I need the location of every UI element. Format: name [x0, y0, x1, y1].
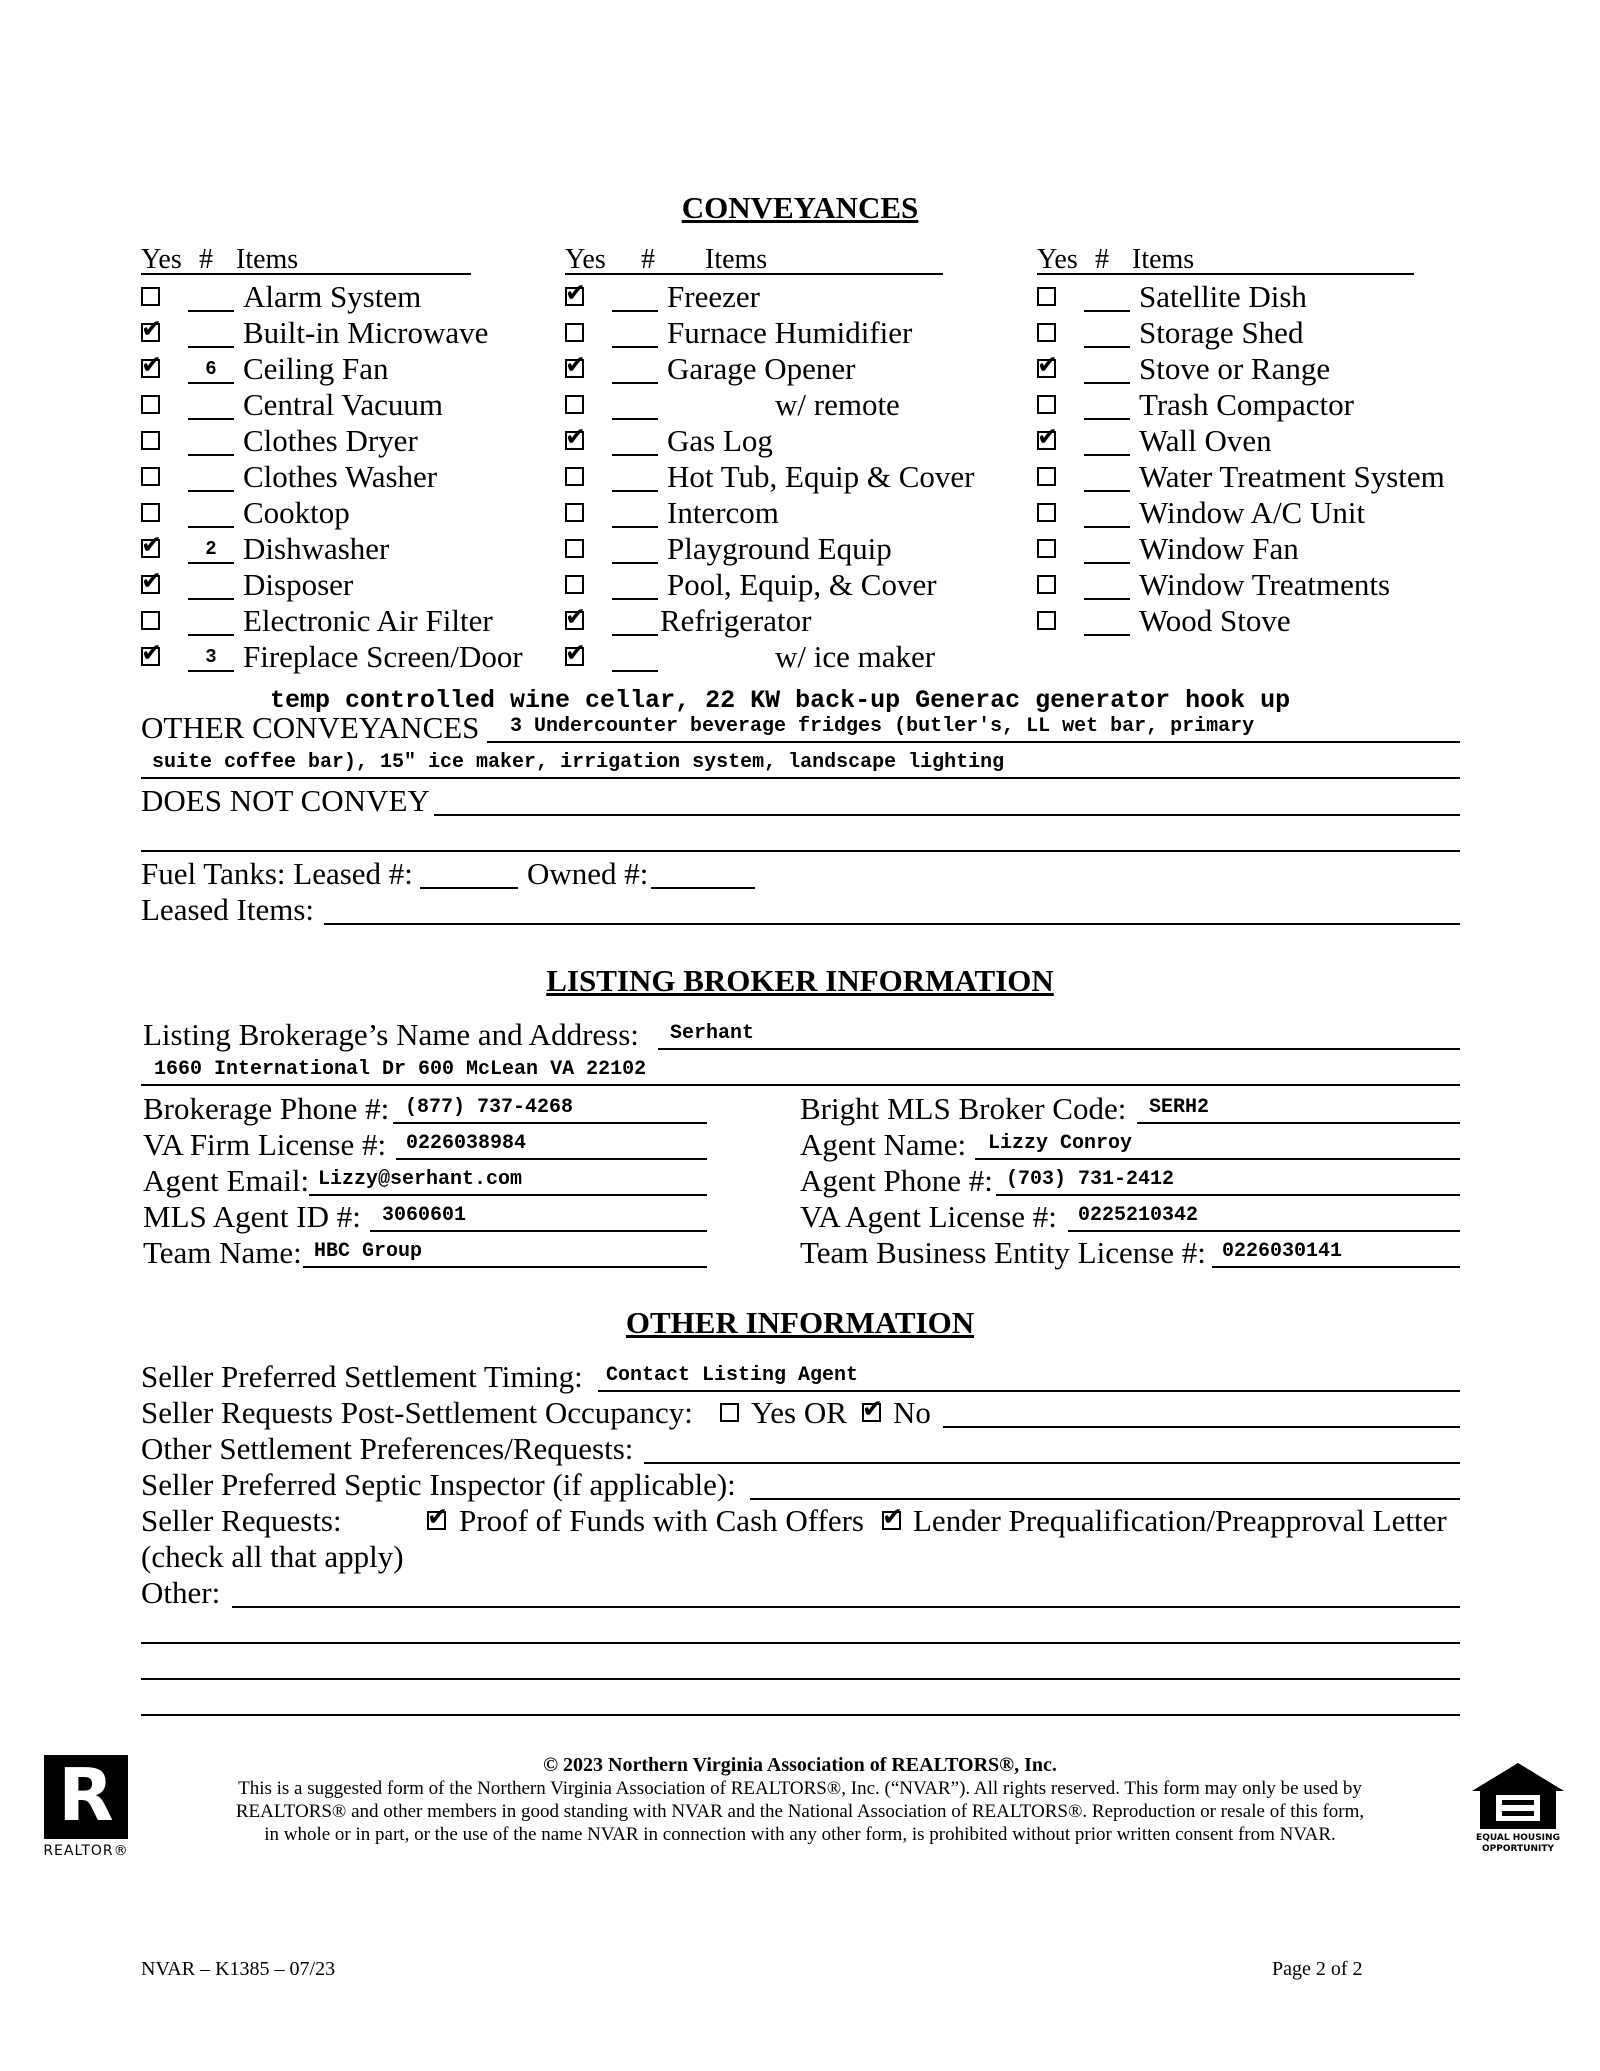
quantity-blank[interactable] — [1084, 346, 1130, 348]
firm-license-value: 0226038984 — [406, 1132, 527, 1155]
quantity-blank[interactable] — [612, 634, 658, 636]
conveyance-label: Cooktop — [243, 495, 350, 530]
conveyance-checkbox[interactable] — [141, 467, 160, 486]
quantity-blank[interactable] — [188, 562, 234, 564]
footer-line-2: REALTORS® and other members in good standing with NVAR and the National Association of REALTORS®. Reproduction or resale of this form, — [235, 1801, 1365, 1822]
conveyance-checkbox[interactable] — [1037, 575, 1056, 594]
quantity-blank[interactable] — [1084, 634, 1130, 636]
conveyance-checkbox[interactable] — [565, 638, 586, 667]
conveyance-label: Intercom — [667, 495, 779, 530]
footer-line-3: in whole or in part, or the use of the name NVAR in connection with any other form, is prohibited without prior written consent from NVAR. — [264, 1824, 1336, 1845]
checkmark-icon: ✔ — [565, 638, 586, 667]
does-not-convey-label: DOES NOT CONVEY — [141, 783, 430, 818]
conveyance-checkbox[interactable] — [141, 395, 160, 414]
septic-inspector-line[interactable] — [750, 1498, 1460, 1500]
checkmark-icon: ✔ — [141, 350, 162, 379]
does-not-convey-line-2[interactable] — [141, 850, 1460, 852]
quantity-blank[interactable] — [188, 526, 234, 528]
team-name-label: Team Name: — [143, 1235, 302, 1270]
agent-name-label: Agent Name: — [800, 1127, 967, 1162]
checkmark-icon: ✔ — [882, 1502, 903, 1531]
bright-mls-code-line[interactable] — [1137, 1122, 1460, 1124]
quantity-blank[interactable] — [612, 454, 658, 456]
conveyance-checkbox[interactable] — [1037, 611, 1056, 630]
conveyance-checkbox[interactable] — [565, 350, 586, 379]
header-underline — [141, 273, 471, 275]
conveyance-label: w/ ice maker — [775, 639, 936, 674]
conveyance-label: Water Treatment System — [1139, 459, 1445, 494]
other-settlement-label: Other Settlement Preferences/Requests: — [141, 1431, 634, 1466]
quantity-blank[interactable] — [612, 310, 658, 312]
occupancy-yes-label: Yes OR — [751, 1395, 847, 1430]
brokerage-address-line[interactable] — [141, 1084, 1460, 1086]
firm-license-line[interactable] — [396, 1158, 707, 1160]
brokerage-name-value: Serhant — [670, 1022, 755, 1045]
quantity-blank[interactable] — [188, 382, 234, 384]
conveyance-label: Hot Tub, Equip & Cover — [667, 459, 975, 494]
quantity-blank[interactable] — [1084, 490, 1130, 492]
checkmark-icon: ✔ — [141, 566, 162, 595]
header-number: # — [641, 244, 655, 275]
other-line-2[interactable] — [141, 1642, 1460, 1644]
equal-housing-text-2: OPPORTUNITY — [1481, 1844, 1554, 1854]
header-yes: Yes — [565, 244, 606, 275]
other-conveyances-label: OTHER CONVEYANCES — [141, 710, 480, 745]
occupancy-no-label: No — [893, 1395, 931, 1430]
quantity-blank[interactable] — [188, 634, 234, 636]
other-line-3[interactable] — [141, 1678, 1460, 1680]
quantity-blank[interactable] — [612, 670, 658, 672]
bright-mls-code-value: SERH2 — [1149, 1096, 1210, 1119]
conveyance-label: Refrigerator — [660, 603, 812, 638]
conveyance-label: Pool, Equip, & Cover — [667, 567, 937, 602]
conveyance-label: Window A/C Unit — [1139, 495, 1366, 530]
agent-name-line[interactable] — [975, 1158, 1460, 1160]
quantity-blank[interactable] — [612, 418, 658, 420]
equal-housing-house-icon — [1470, 1761, 1566, 1831]
quantity-blank[interactable] — [1084, 562, 1130, 564]
conveyance-label: Electronic Air Filter — [243, 603, 493, 638]
conveyance-label: Satellite Dish — [1139, 279, 1307, 314]
quantity-blank[interactable] — [1084, 454, 1130, 456]
conveyance-checkbox[interactable] — [565, 467, 584, 486]
conveyance-checkbox[interactable] — [1037, 503, 1056, 522]
quantity-blank[interactable] — [188, 598, 234, 600]
conveyance-checkbox[interactable] — [1037, 287, 1056, 306]
quantity-blank[interactable] — [612, 526, 658, 528]
bright-mls-code-label: Bright MLS Broker Code: — [800, 1091, 1127, 1126]
quantity-blank[interactable] — [612, 346, 658, 348]
quantity-value: 3 — [205, 646, 217, 668]
checkmark-icon: ✔ — [565, 602, 586, 631]
agent-phone-line[interactable] — [996, 1194, 1460, 1196]
quantity-blank[interactable] — [1084, 382, 1130, 384]
quantity-value: 2 — [205, 538, 217, 560]
header-underline — [565, 273, 943, 275]
agent-email-value: Lizzy@serhant.com — [318, 1168, 523, 1191]
conveyance-checkbox[interactable] — [565, 422, 586, 451]
quantity-blank[interactable] — [1084, 418, 1130, 420]
agent-phone-label: Agent Phone #: — [800, 1163, 993, 1198]
other-settlement-line[interactable] — [644, 1462, 1460, 1464]
conveyance-checkbox[interactable] — [141, 566, 162, 595]
conveyance-label: Wall Oven — [1139, 423, 1272, 458]
quantity-blank[interactable] — [612, 598, 658, 600]
quantity-blank[interactable] — [612, 562, 658, 564]
settlement-timing-value: Contact Listing Agent — [606, 1364, 859, 1387]
team-entity-license-label: Team Business Entity License #: — [800, 1235, 1206, 1270]
checkmark-icon: ✔ — [141, 314, 162, 343]
lender-letter-checkbox[interactable] — [882, 1502, 903, 1531]
conveyances-title: CONVEYANCES — [681, 190, 919, 225]
header-number: # — [199, 244, 213, 275]
other-label: Other: — [141, 1575, 221, 1610]
other-conveyances-fill-line1: 3 Undercounter beverage fridges (butler's, LL wet bar, primary — [510, 715, 1255, 738]
other-line-1[interactable] — [232, 1606, 1460, 1608]
fuel-leased-line[interactable] — [420, 887, 518, 889]
mls-agent-id-label: MLS Agent ID #: — [143, 1199, 361, 1234]
realtor-r-icon: R — [58, 1753, 114, 1837]
team-entity-license-value: 0226030141 — [1222, 1240, 1343, 1263]
agent-license-value: 0225210342 — [1078, 1204, 1199, 1227]
conveyance-checkbox[interactable] — [141, 530, 162, 559]
fuel-owned-line[interactable] — [651, 887, 755, 889]
header-yes: Yes — [141, 244, 182, 275]
header-yes: Yes — [1037, 244, 1078, 275]
quantity-blank[interactable] — [612, 490, 658, 492]
conveyance-checkbox[interactable] — [565, 323, 584, 342]
other-conveyances-fill-top: temp controlled wine cellar, 22 KW back-up Generac generator hook up — [270, 686, 1291, 715]
conveyance-checkbox[interactable] — [141, 611, 160, 630]
conveyance-checkbox[interactable] — [141, 287, 160, 306]
occupancy-no-checkbox[interactable] — [862, 1394, 883, 1423]
header-number: # — [1095, 244, 1109, 275]
conveyance-checkbox[interactable] — [565, 575, 584, 594]
conveyance-checkbox[interactable] — [565, 539, 584, 558]
conveyance-label: Alarm System — [243, 279, 422, 314]
does-not-convey-line-1[interactable] — [434, 814, 1460, 816]
conveyance-label: Window Treatments — [1139, 567, 1391, 602]
conveyance-checkbox[interactable] — [141, 638, 162, 667]
quantity-blank[interactable] — [188, 454, 234, 456]
conveyance-checkbox[interactable] — [141, 314, 162, 343]
conveyance-label: Storage Shed — [1139, 315, 1304, 350]
conveyance-checkbox[interactable] — [1037, 395, 1056, 414]
conveyance-label: Ceiling Fan — [243, 351, 389, 386]
conveyance-label: Furnace Humidifier — [667, 315, 913, 350]
other-conveyances-fill-line2: suite coffee bar), 15" ice maker, irrigation system, landscape lighting — [152, 751, 1005, 774]
check-all-note: (check all that apply) — [141, 1539, 404, 1574]
page-number: Page 2 of 2 — [1272, 1958, 1363, 1980]
other-line-4[interactable] — [141, 1714, 1460, 1716]
quantity-blank[interactable] — [188, 346, 234, 348]
agent-email-line[interactable] — [309, 1194, 707, 1196]
conveyance-label: Playground Equip — [667, 531, 892, 566]
equal-housing-logo — [1470, 1761, 1566, 1859]
checkmark-icon: ✔ — [427, 1502, 448, 1531]
conveyance-label: Freezer — [667, 279, 760, 314]
other-conveyances-line-2[interactable] — [141, 777, 1460, 779]
brokerage-phone-label: Brokerage Phone #: — [143, 1091, 390, 1126]
conveyance-checkbox[interactable] — [141, 350, 162, 379]
agent-license-line[interactable] — [1068, 1230, 1460, 1232]
quantity-blank[interactable] — [1084, 310, 1130, 312]
quantity-blank[interactable] — [188, 670, 234, 672]
realtor-logo-text: REALTOR® — [43, 1843, 129, 1859]
quantity-blank[interactable] — [1084, 526, 1130, 528]
leased-items-line[interactable] — [324, 923, 1460, 925]
brokerage-phone-line[interactable] — [393, 1122, 707, 1124]
conveyance-checkbox[interactable] — [1037, 539, 1056, 558]
conveyance-checkbox[interactable] — [141, 431, 160, 450]
conveyance-checkbox[interactable] — [565, 602, 586, 631]
lender-letter-label: Lender Prequalification/Preapproval Letter — [913, 1503, 1447, 1538]
checkmark-icon: ✔ — [1037, 422, 1058, 451]
occupancy-label: Seller Requests Post-Settlement Occupancy: — [141, 1395, 693, 1430]
conveyance-label: Central Vacuum — [243, 387, 444, 422]
conveyance-checkbox[interactable] — [565, 395, 584, 414]
conveyance-label: Dishwasher — [243, 531, 390, 566]
equal-housing-text-1: EQUAL HOUSING — [1476, 1833, 1560, 1843]
occupancy-yes-checkbox[interactable] — [720, 1403, 739, 1422]
fuel-owned-label: Owned #: — [527, 856, 649, 891]
occupancy-line[interactable] — [943, 1426, 1460, 1428]
seller-requests-label: Seller Requests: — [141, 1503, 342, 1538]
settlement-timing-label: Seller Preferred Settlement Timing: — [141, 1359, 583, 1394]
quantity-value: 6 — [205, 358, 217, 380]
conveyance-checkbox[interactable] — [565, 503, 584, 522]
agent-name-value: Lizzy Conroy — [988, 1132, 1133, 1155]
header-items: Items — [236, 244, 299, 275]
agent-email-label: Agent Email: — [143, 1163, 310, 1198]
team-name-line[interactable] — [303, 1266, 707, 1268]
firm-license-label: VA Firm License #: — [143, 1127, 387, 1162]
other-conveyances-line-1[interactable] — [487, 741, 1460, 743]
quantity-blank[interactable] — [188, 490, 234, 492]
checkmark-icon: ✔ — [565, 422, 586, 451]
brokerage-name-label: Listing Brokerage’s Name and Address: — [143, 1017, 639, 1052]
quantity-blank[interactable] — [188, 310, 234, 312]
form-code: NVAR – K1385 – 07/23 — [141, 1958, 336, 1980]
septic-inspector-label: Seller Preferred Septic Inspector (if applicable): — [141, 1467, 736, 1502]
conveyance-label: Trash Compactor — [1139, 387, 1354, 422]
conveyance-label: Window Fan — [1139, 531, 1299, 566]
conveyance-label: Stove or Range — [1139, 351, 1331, 386]
checkmark-icon: ✔ — [565, 350, 586, 379]
brokerage-name-line[interactable] — [658, 1048, 1460, 1050]
brokerage-address-value: 1660 International Dr 600 McLean VA 22102 — [154, 1058, 647, 1081]
conveyance-label: Clothes Washer — [243, 459, 438, 494]
checkmark-icon: ✔ — [565, 278, 586, 307]
conveyance-label: Fireplace Screen/Door — [243, 639, 523, 674]
team-name-value: HBC Group — [314, 1240, 423, 1263]
fuel-tanks-label: Fuel Tanks: Leased #: — [141, 856, 413, 891]
conveyance-label: w/ remote — [775, 387, 900, 422]
proof-funds-label: Proof of Funds with Cash Offers — [459, 1503, 864, 1538]
checkmark-icon: ✔ — [862, 1394, 883, 1423]
checkmark-icon: ✔ — [141, 530, 162, 559]
proof-funds-checkbox[interactable] — [427, 1502, 448, 1531]
conveyance-label: Garage Opener — [667, 351, 856, 386]
conveyance-checkbox[interactable] — [1037, 323, 1056, 342]
header-items: Items — [705, 244, 768, 275]
mls-agent-id-line[interactable] — [370, 1230, 707, 1232]
conveyance-checkbox[interactable] — [141, 503, 160, 522]
brokerage-phone-value: (877) 737-4268 — [405, 1096, 574, 1119]
conveyance-checkbox[interactable] — [565, 278, 586, 307]
checkmark-icon: ✔ — [1037, 350, 1058, 379]
header-items: Items — [1132, 244, 1195, 275]
quantity-blank[interactable] — [1084, 598, 1130, 600]
other-info-title: OTHER INFORMATION — [625, 1305, 975, 1340]
conveyance-label: Built-in Microwave — [243, 315, 489, 350]
conveyance-label: Gas Log — [667, 423, 773, 458]
conveyance-checkbox[interactable] — [1037, 422, 1058, 451]
conveyance-checkbox[interactable] — [1037, 467, 1056, 486]
header-underline — [1037, 273, 1414, 275]
checkmark-icon: ✔ — [141, 638, 162, 667]
broker-title: LISTING BROKER INFORMATION — [546, 963, 1054, 998]
quantity-blank[interactable] — [188, 418, 234, 420]
settlement-timing-line[interactable] — [598, 1390, 1460, 1392]
agent-phone-value: (703) 731-2412 — [1006, 1168, 1175, 1191]
leased-items-label: Leased Items: — [141, 892, 315, 927]
conveyance-label: Disposer — [243, 567, 354, 602]
team-entity-license-line[interactable] — [1212, 1266, 1460, 1268]
quantity-blank[interactable] — [612, 382, 658, 384]
copyright: © 2023 Northern Virginia Association of REALTORS®, Inc. — [543, 1754, 1057, 1776]
conveyance-checkbox[interactable] — [1037, 350, 1058, 379]
agent-license-label: VA Agent License #: — [800, 1199, 1057, 1234]
mls-agent-id-value: 3060601 — [382, 1204, 467, 1227]
conveyance-label: Clothes Dryer — [243, 423, 418, 458]
footer-line-1: This is a suggested form of the Northern Virginia Association of REALTORS®, Inc. (“NVAR”). All rights reserved. This form may only be used by — [238, 1778, 1362, 1799]
conveyance-label: Wood Stove — [1139, 603, 1291, 638]
